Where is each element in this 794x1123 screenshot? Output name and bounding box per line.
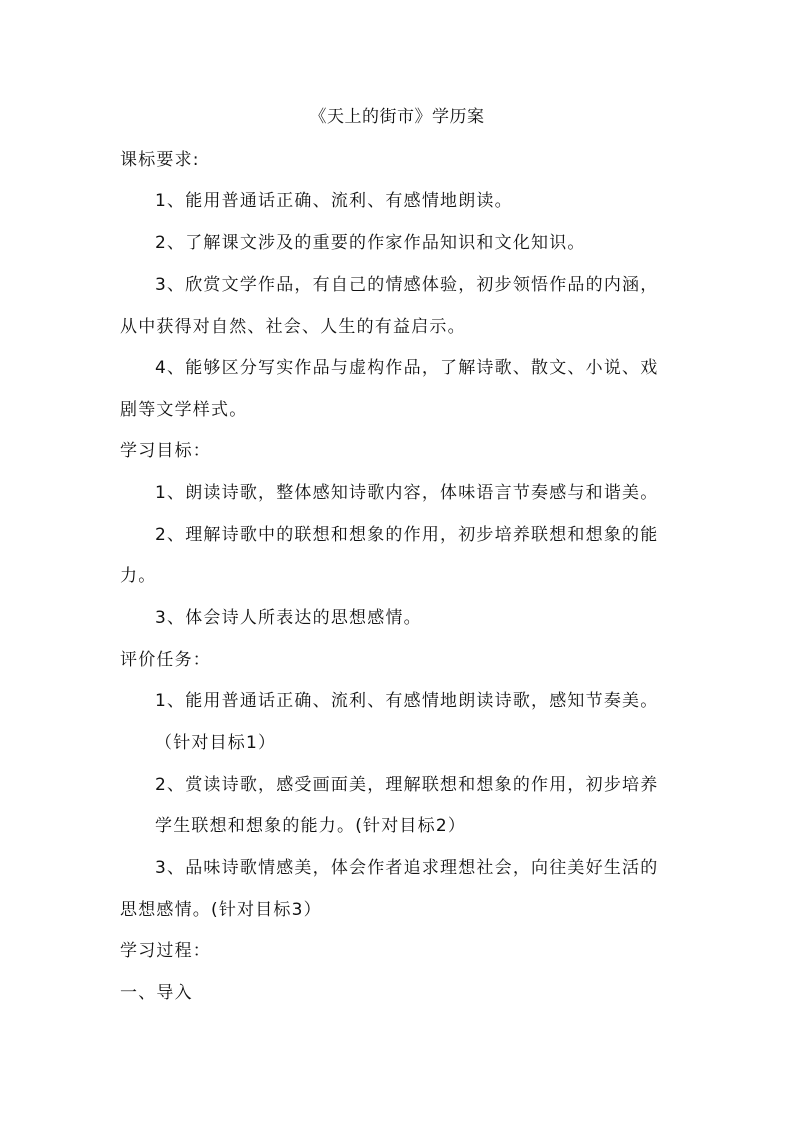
curriculum-item-3-continuation: 从中获得对自然、社会、人生的有益启示。 xyxy=(120,317,466,337)
evaluation-item-1: 1、能用普通话正确、流利、有感情地朗读诗歌，感知节奏美。 xyxy=(155,691,659,711)
objectives-heading: 学习目标： xyxy=(120,441,211,461)
curriculum-heading: 课标要求: xyxy=(120,150,200,170)
evaluation-heading: 评价任务： xyxy=(120,650,211,670)
evaluation-item-1-continuation: （针对目标1） xyxy=(155,733,277,753)
evaluation-item-3: 3、品味诗歌情感美，体会作者追求理想社会，向往美好生活的 xyxy=(155,858,659,878)
evaluation-item-3-continuation: 思想感情。(针对目标3） xyxy=(120,900,322,920)
curriculum-item-3: 3、欣赏文学作品，有自己的情感体验，初步领悟作品的内涵， xyxy=(155,275,659,295)
evaluation-item-2: 2、赏读诗歌，感受画面美，理解联想和想象的作用，初步培养 xyxy=(155,775,659,795)
objectives-item-2: 2、理解诗歌中的联想和想象的作用，初步培养联想和想象的能 xyxy=(155,525,659,545)
objectives-item-2-continuation: 力。 xyxy=(120,566,157,586)
process-step-intro: 一、导入 xyxy=(120,983,193,1003)
process-heading: 学习过程： xyxy=(120,941,211,961)
curriculum-item-2: 2、了解课文涉及的重要的作家作品知识和文化知识。 xyxy=(155,233,586,253)
evaluation-item-2-continuation: 学生联想和想象的能力。(针对目标2） xyxy=(155,816,467,836)
objectives-item-3: 3、体会诗人所表达的思想感情。 xyxy=(155,608,422,628)
curriculum-item-4-continuation: 剧等文学样式。 xyxy=(120,400,248,420)
curriculum-item-1: 1、能用普通话正确、流利、有感情地朗读。 xyxy=(155,191,513,211)
curriculum-item-4: 4、能够区分写实作品与虚构作品，了解诗歌、散文、小说、戏 xyxy=(155,358,659,378)
document-title: 《天上的街市》学历案 xyxy=(309,107,485,127)
objectives-item-1: 1、朗读诗歌，整体感知诗歌内容，体味语言节奏感与和谐美。 xyxy=(155,483,659,503)
